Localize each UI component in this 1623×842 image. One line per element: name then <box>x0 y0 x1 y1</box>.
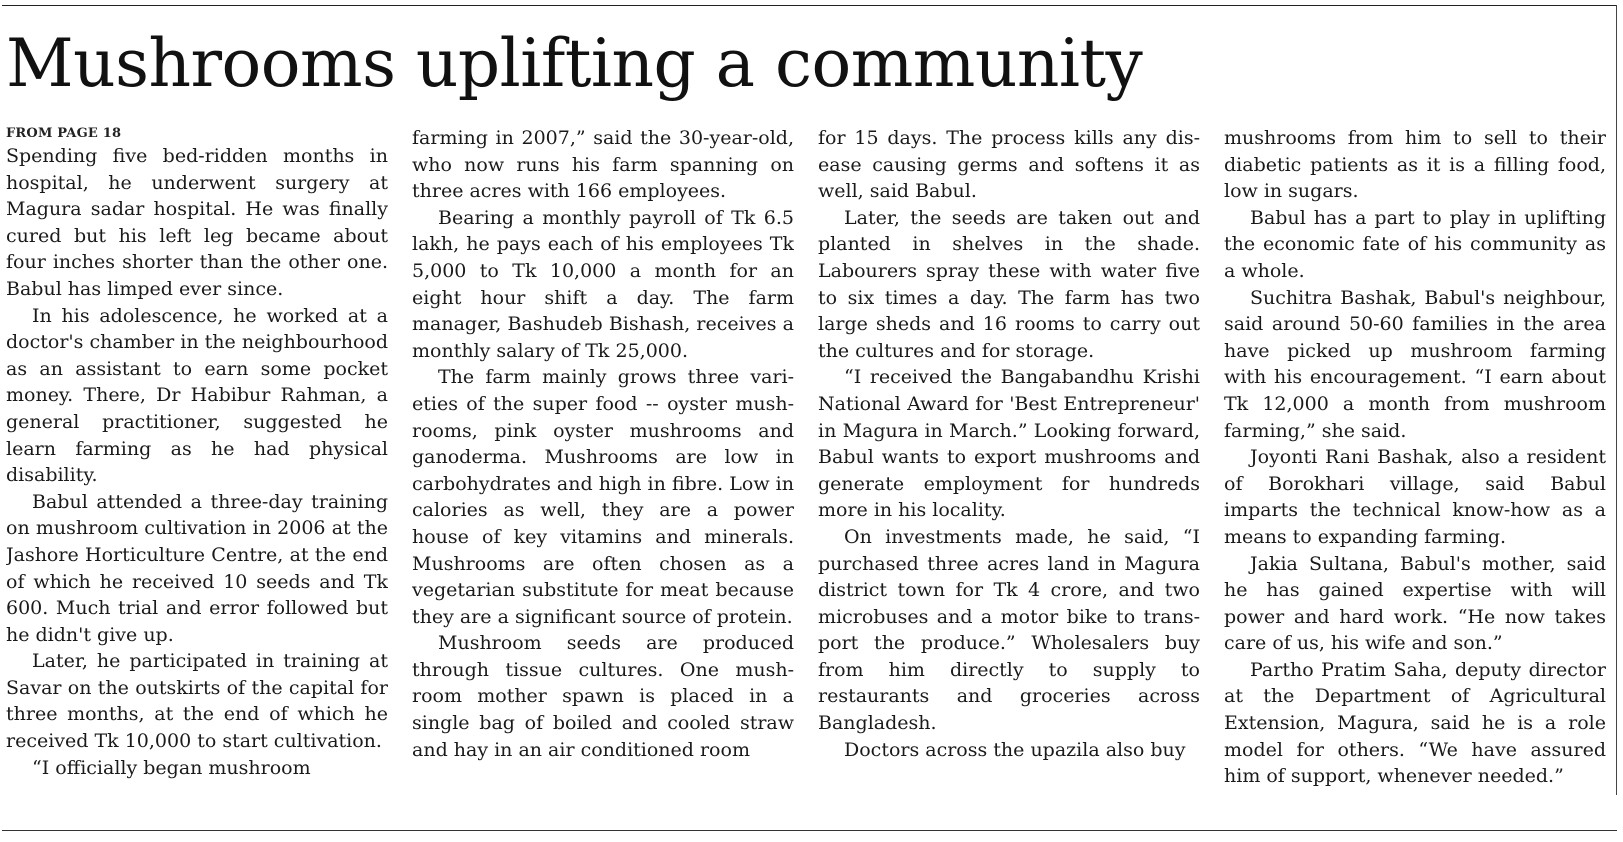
paragraph: mushrooms from him to sell to their diabetic patients as it is a filling food, low in sugars. <box>1224 127 1606 203</box>
paragraph: Babul has a part to play in uplifting the economic fate of his community as a whole. <box>1224 206 1606 282</box>
article-body <box>6 125 1611 827</box>
paragraph: Joyonti Rani Bashak, also a resident of Borokhari village, said Babul imparts the technical know-how as a means to expanding farming. <box>1224 446 1606 548</box>
paragraph: The farm mainly grows three varieties of the super food -- oyster mushrooms, pink oyster mushrooms and ganoderma. Mushrooms are low in carbohydrates and high in fibre. Low in calories as well, they are a power house of key vitamins and minerals. Mushrooms are often chosen as a vegetarian substitute for meat because they are a significant source of protein. <box>412 366 794 628</box>
paragraph: Later, the seeds are taken out and planted in shelves in the shade. Labourers spray these with water five to six times a day. The farm has two large sheds and 16 rooms to carry out the cultures and for storage. <box>818 206 1200 362</box>
paragraph: farming in 2007,” said the 30-year-old, who now runs his farm spanning on three acres with 166 employees. <box>412 127 794 203</box>
paragraph: Babul attended a three-day training on mushroom cultivation in 2006 at the Jashore Horticulture Centre, at the end of which he received 10 seeds and Tk 600. Much trial and error followed but he didn't give up. <box>6 490 388 646</box>
paragraph: On investments made, he said, “I purchased three acres land in Magura district town for Tk 4 crore, and two microbuses and a motor bike to transport the produce.” Wholesalers buy from him directly to supply to restaurants and groceries across Bangladesh. <box>818 525 1200 735</box>
paragraph: Spending five bed-ridden months in hospital, he underwent surgery at Magura sadar hospital. He was finally cured but his left leg became about four inches shorter than the other one. Babul has limped ever since. <box>6 145 388 300</box>
paragraph: “I officially began mushroom <box>32 756 311 779</box>
bottom-rule <box>2 830 1617 831</box>
column-4 <box>1224 125 1606 827</box>
paragraph: Later, he participated in training at Savar on the outskirts of the capital for three months, at the end of which he received Tk 10,000 to start cultivation. <box>6 650 388 753</box>
column-1 <box>6 125 388 827</box>
column-2 <box>412 125 794 827</box>
paragraph: Mushroom seeds are produced through tissue cultures. One mushroom mother spawn is placed in a single bag of boiled and cooled straw and hay in an air conditioned room <box>412 632 794 761</box>
paragraph: Jakia Sultana, Babul's mother, said he has gained expertise with will power and hard work. “He now takes care of us, his wife and son.” <box>1224 552 1606 655</box>
paragraph: Bearing a monthly payroll of Tk 6.5 lakh, he pays each of his employees Tk 5,000 to Tk 10,000 a month for an eight hour shift a day. The farm manager, Bashudeb Bishash, receives a monthly salary of Tk 25,000. <box>412 206 794 362</box>
paragraph: Doctors across the upazila also buy <box>844 738 1186 761</box>
paragraph: “I received the Bangabandhu Krishi National Award for 'Best Entrepreneur' in Magura in March.” Looking forward, Babul wants to export mushrooms and generate employment for hundreds more in his locality. <box>818 366 1200 522</box>
jump-line: FROM PAGE 18 <box>6 126 122 141</box>
right-rule <box>1616 5 1617 795</box>
paragraph: for 15 days. The process kills any disease causing germs and softens it as well, said Babul. <box>818 127 1200 203</box>
top-rule <box>2 5 1617 6</box>
headline: Mushrooms uplifting a community <box>6 25 1143 102</box>
paragraph: Partho Pratim Saha, deputy director at the Department of Agricultural Extension, Magura, said he is a role model for others. “We have assured him of support, whenever needed.” <box>1224 658 1606 788</box>
paragraph: Suchitra Bashak, Babul's neighbour, said around 50-60 families in the area have picked up mushroom farming with his encouragement. “I earn about Tk 12,000 a month from mushroom farming,” she said. <box>1224 286 1606 442</box>
column-3 <box>818 125 1200 827</box>
paragraph: In his adolescence, he worked at a doctor's chamber in the neighbourhood as an assistant to earn some pocket money. There, Dr Habibur Rahman, a general practitioner, suggested he learn farming as he had physical disability. <box>6 304 388 487</box>
